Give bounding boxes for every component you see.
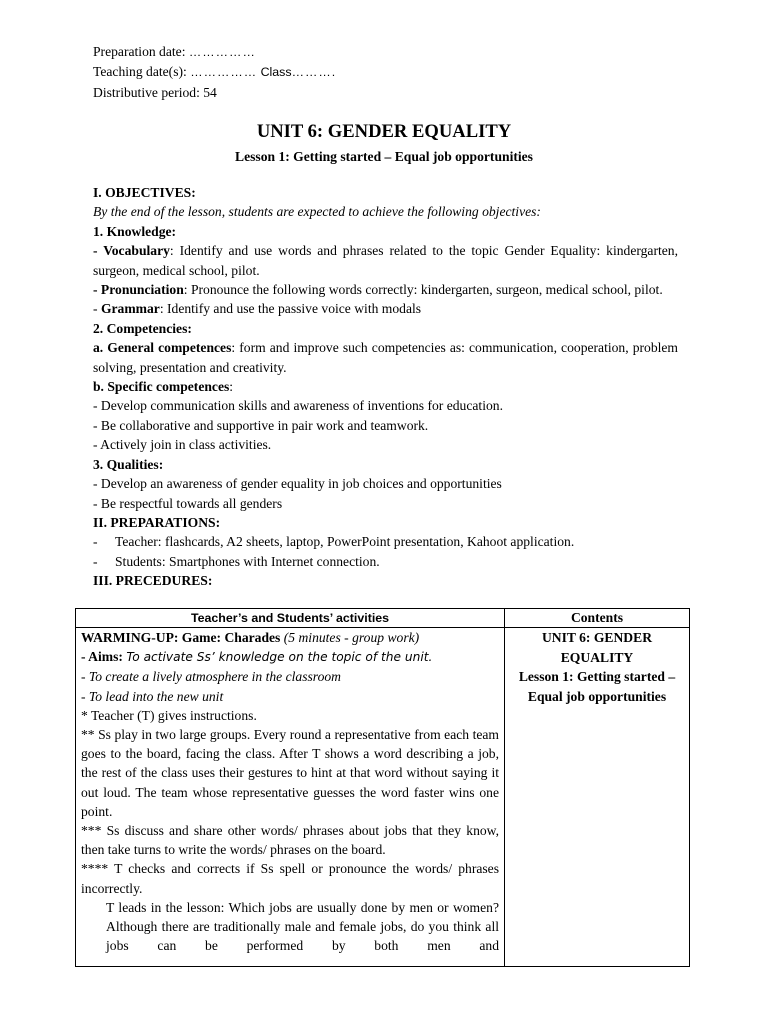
knowledge-heading: 1. Knowledge: [93, 223, 177, 239]
list-item: - Actively join in class activities. [93, 437, 272, 453]
list-item: - Be respectful towards all genders [93, 495, 283, 511]
list-item: - Be collaborative and supportive in pair work and teamwork. [93, 417, 429, 433]
activities-cell [76, 628, 505, 967]
preparation-date-placeholder: …………… [188, 45, 256, 59]
list-item: - Develop an awareness of gender equality in job choices and opportunities [93, 476, 502, 492]
period-number: 54 [203, 84, 217, 100]
contents-lesson-title: Lesson 1: Getting started – Equal job opportunities [518, 669, 676, 704]
step-line: ** Ss play in two large groups. Every round a representative from each team goes to the board, facing the class. After T shows a word describing a job, the rest of the class uses their gestures to hint at that word without saying it out loud. The team whose representative guesses the word faster wins one point. [81, 727, 499, 819]
column-header-contents: Contents [505, 609, 690, 628]
step-line: *** Ss discuss and share other words/ phrases about jobs that they know, then take turns to write the words/ phrases on the board. [81, 823, 499, 858]
teaching-date-line: Teaching date(s): …………… Class………. [93, 64, 337, 80]
aim-line: - To create a lively atmosphere in the classroom [81, 669, 341, 685]
specific-competences-heading: b. Specific competences: [93, 379, 234, 395]
step-line: * Teacher (T) gives instructions. [81, 707, 257, 723]
preparations-heading: II. PREPARATIONS: [93, 514, 221, 530]
table-header-row [76, 609, 690, 628]
column-header-activities: Teacher’s and Students’ activities [76, 609, 505, 628]
aims-line: - Aims: To activate Ss’ knowledge on the topic of the unit. [81, 649, 433, 665]
procedures-heading: III. PRECEDURES: [93, 573, 213, 589]
aim-line: - To lead into the new unit [81, 688, 224, 704]
objectives-section [93, 183, 678, 591]
warmup-line: WARMING-UP: Game: Charades (5 minutes - group work) [81, 630, 420, 645]
preparation-date-line: Preparation date: …………… [93, 44, 256, 59]
unit-title: UNIT 6: GENDER EQUALITY [256, 121, 512, 142]
qualities-heading: 3. Qualities: [93, 456, 164, 472]
teaching-date-placeholder: …………… [190, 65, 258, 80]
contents-unit-title: UNIT 6: GENDER EQUALITY [541, 630, 653, 665]
contents-cell [505, 628, 690, 967]
objectives-heading: I. OBJECTIVES: [93, 185, 196, 200]
vocabulary-item: - Vocabulary: Identify and use words and phrases related to the topic Gender Equality: kindergarten, surgeon, medical school, pilot. [93, 243, 678, 278]
list-item: - Teacher: flashcards, A2 sheets, laptop, PowerPoint presentation, Kahoot application. [93, 534, 575, 550]
table-row [76, 628, 690, 967]
procedures-table [75, 608, 690, 967]
list-item: - Develop communication skills and awareness of inventions for education. [93, 398, 503, 414]
distributive-period-line: Distributive period: 54 [93, 84, 217, 100]
pronunciation-item: - Pronunciation: Pronounce the following words correctly: kindergarten, surgeon, medical school, pilot. [93, 282, 663, 298]
objectives-intro: By the end of the lesson, students are expected to achieve the following objectives: [93, 204, 541, 220]
general-competences-item: a. General competences: form and improve such competencies as: communication, cooperation, problem solving, presentation and creativity. [93, 340, 678, 375]
step-line: **** T checks and corrects if Ss spell or pronounce the words/ phrases incorrectly. [81, 861, 499, 896]
competencies-heading: 2. Competencies: [93, 320, 192, 336]
class-placeholder: ………. [291, 65, 337, 80]
list-item: - Students: Smartphones with Internet connection. [93, 553, 380, 569]
lead-in-paragraph: T leads in the lesson: Which jobs are usually done by men or women? Although there are traditionally male and female jobs, do you think all jobs can be performed by both men and [106, 899, 499, 954]
header-info [93, 42, 678, 102]
lesson-subtitle: Lesson 1: Getting started – Equal job opportunities [235, 149, 533, 164]
grammar-item: - Grammar: Identify and use the passive voice with modals [93, 301, 422, 317]
